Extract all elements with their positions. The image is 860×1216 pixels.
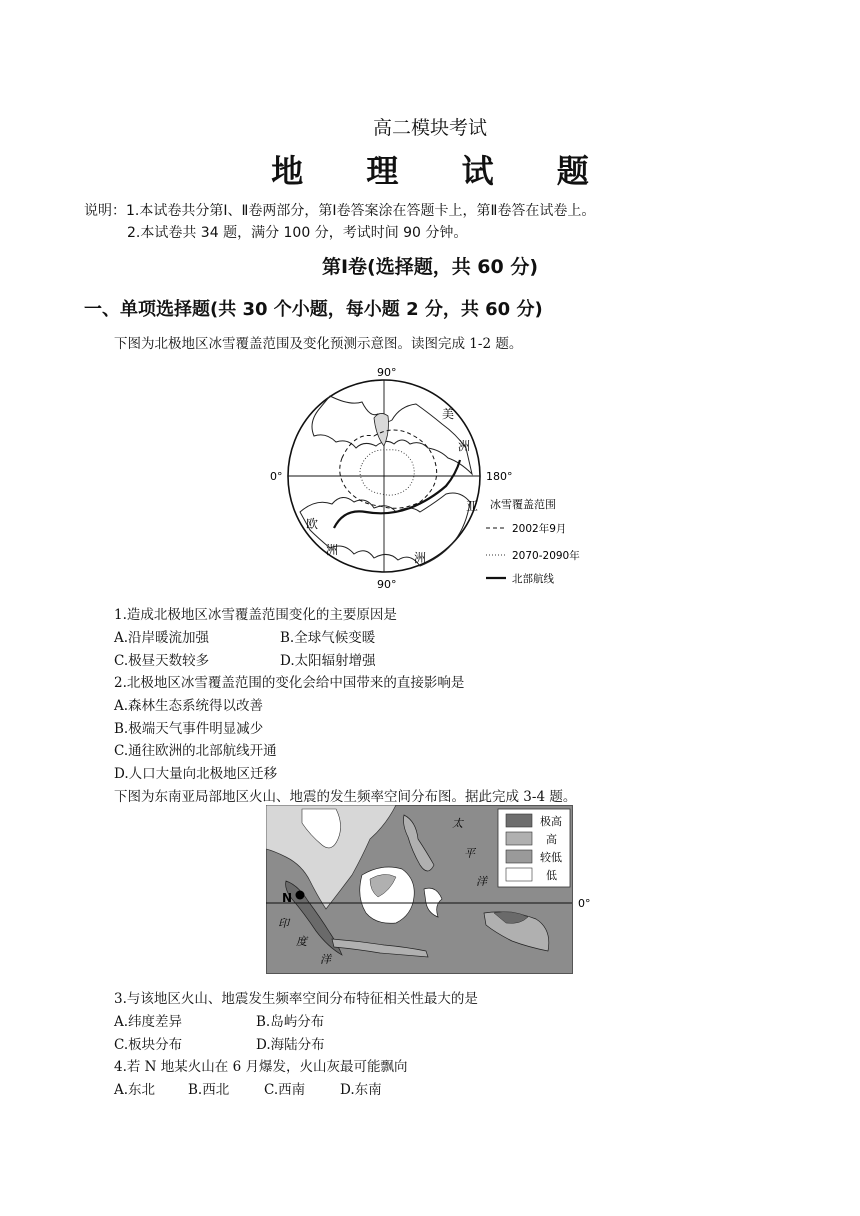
legend-lower: 较低 [540,851,562,864]
question-2-option-a: A.森林生态系统得以改善 [114,698,264,714]
arctic-map-legend [486,497,580,585]
legend-title: 冰雪覆盖范围 [490,498,556,511]
question-1-option-d: D.太阳辐射增强 [280,653,376,669]
part-title: 第Ⅰ卷(选择题，共 60 分) [321,256,539,278]
legend-swatch-low [506,868,532,881]
label-europe-3: 洲 [414,551,427,565]
question-3-option-c: C.板块分布 [114,1037,183,1053]
arctic-map [270,366,513,591]
label-america-2: 洲 [458,439,471,453]
label-180: 180° [486,470,513,483]
exam-note-line-1: 说明：1.本试卷共分第Ⅰ、Ⅱ卷两部分，第Ⅰ卷答案涂在答题卡上，第Ⅱ卷答在试卷上。 [84,203,596,219]
exam-name: 高二模块考试 [372,117,487,139]
question-2-option-b: B.极端天气事件明显减少 [114,721,264,737]
frequency-legend [498,809,570,887]
figure1-intro: 下图为北极地区冰雪覆盖范围及变化预测示意图。读图完成 1-2 题。 [114,336,523,352]
figure2-intro: 下图为东南亚局部地区火山、地震的发生频率空间分布图。据此完成 3-4 题。 [114,789,577,805]
label-90-bottom: 90° [377,578,397,591]
legend-low: 低 [546,869,557,882]
label-0: 0° [270,470,283,483]
legend-route: 北部航线 [512,573,554,585]
point-n-label: N [282,891,293,905]
section-title: 一、单项选择题(共 30 个小题，每小题 2 分，共 60 分) [84,299,543,320]
legend-swatch-very-high [506,814,532,827]
exam-note-line-2: 2.本试卷共 34 题，满分 100 分，考试时间 90 分钟。 [127,225,468,241]
label-europe-2: 洲 [326,543,339,557]
indian-label-2: 度 [296,935,307,948]
question-4-stem: 4.若 N 地某火山在 6 月爆发，火山灰最可能飘向 [114,1059,408,1075]
arctic-map-figure [270,362,600,594]
label-europe-1: 欧 [306,517,319,531]
label-asia: 亚 [466,499,479,513]
question-1-option-a: A.沿岸暖流加强 [114,630,210,646]
question-2-stem: 2.北极地区冰雪覆盖范围的变化会给中国带来的直接影响是 [114,675,465,691]
pacific-label-3: 洋 [476,875,487,888]
subject-title: 地 理 试 题 [271,152,615,190]
label-90-top: 90° [377,366,397,379]
question-1-stem: 1.造成北极地区冰雪覆盖范围变化的主要原因是 [114,607,397,623]
point-n-marker [296,891,305,900]
question-2-option-c: C.通往欧洲的北部航线开通 [114,743,277,759]
question-2-option-d: D.人口大量向北极地区迁移 [114,766,278,782]
southeast-asia-map-figure [266,805,596,977]
equator-label: 0° [578,897,591,910]
legend-high: 高 [546,833,557,846]
question-1-option-c: C.极昼天数较多 [114,653,210,669]
question-3-option-b: B.岛屿分布 [256,1014,325,1030]
legend-swatch-high [506,832,532,845]
legend-swatch-lower [506,850,532,863]
question-3-stem: 3.与该地区火山、地震发生频率空间分布特征相关性最大的是 [114,991,478,1007]
legend-2002: 2002年9月 [512,523,567,535]
question-4-option-d: D.东南 [340,1082,382,1098]
question-3-option-d: D.海陆分布 [256,1037,325,1053]
pacific-label-1: 太 [452,817,463,830]
legend-very-high: 极高 [540,815,562,828]
question-4-option-c: C.西南 [264,1082,306,1098]
indian-label-1: 印 [278,917,289,930]
indian-label-3: 洋 [320,953,331,966]
question-1-option-b: B.全球气候变暖 [280,630,376,646]
question-4-option-a: A.东北 [114,1082,156,1098]
legend-2070: 2070-2090年 [512,550,580,562]
label-america-1: 美 [442,407,455,421]
pacific-label-2: 平 [464,847,475,860]
question-4-option-b: B.西北 [188,1082,230,1098]
question-3-option-a: A.纬度差异 [114,1014,183,1030]
